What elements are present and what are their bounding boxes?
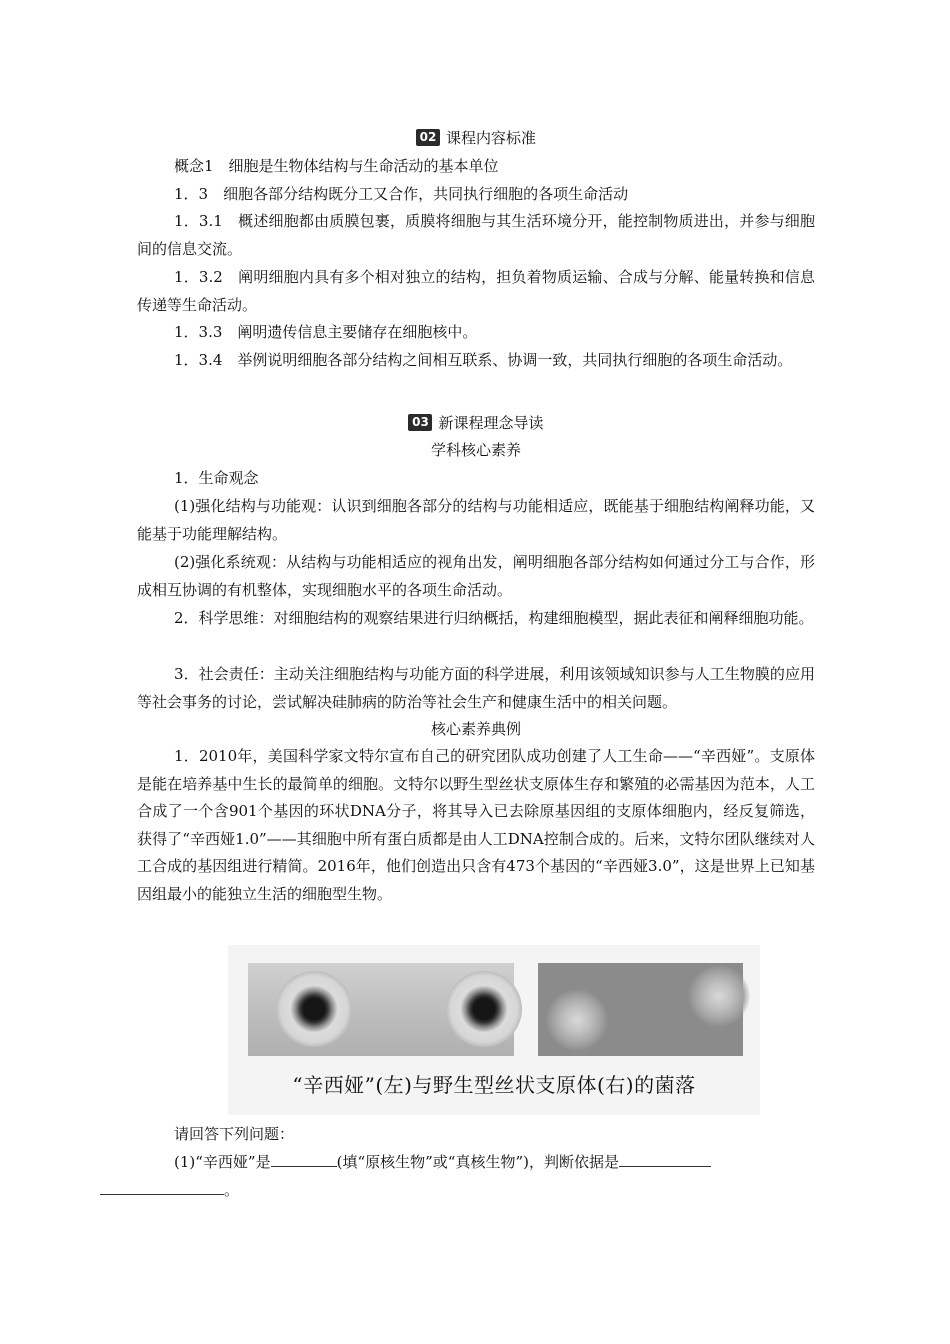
example-heading: 核心素养典例 — [430, 720, 521, 738]
standard-1-3: 1．3 细胞各部分结构既分工又合作，共同执行细胞的各项生命活动 — [174, 185, 629, 203]
concept-line: 概念1 细胞是生物体结构与生命活动的基本单位 — [174, 157, 499, 175]
question-1-end: 。 — [224, 1180, 240, 1199]
answer-blank-reason-continued[interactable] — [100, 1178, 224, 1195]
section-subtitle: 学科核心素养 — [430, 441, 521, 459]
section-number-badge: 02 — [416, 129, 440, 146]
answer-blank-type[interactable] — [271, 1150, 337, 1167]
standard-1-3-3: 1．3.3 阐明遗传信息主要储存在细胞核中。 — [174, 323, 478, 341]
literacy-item-1-title: 1．生命观念 — [174, 469, 259, 487]
section-title: 新课程理念导读 — [438, 413, 544, 432]
question-1 — [137, 1149, 815, 1204]
wild-type-colony — [688, 965, 750, 1027]
wild-type-colony-plate — [538, 963, 743, 1056]
answer-blank-reason[interactable] — [619, 1150, 711, 1167]
literacy-item-1a: (1)强化结构与功能观：认识到细胞各部分的结构与功能相适应，既能基于细胞结构阐释功能，又能基于功能理解结构。 — [137, 497, 815, 543]
literacy-item-1b: (2)强化系统观：从结构与功能相适应的视角出发，阐明细胞各部分结构如何通过分工与合作，形成相互协调的有机整体，实现细胞水平的各项生命活动。 — [137, 553, 815, 599]
standard-1-3-4: 1．3.4 举例说明细胞各部分结构之间相互联系、协调一致，共同执行细胞的各项生命活动。 — [174, 351, 793, 369]
question-1-text-b: (填“原核生物”或“真核生物”)，判断依据是 — [336, 1153, 619, 1171]
synthia-colony — [446, 971, 522, 1047]
figure-caption: “辛西娅”(左)与野生型丝状支原体(右)的菌落 — [292, 1073, 696, 1097]
section-title: 课程内容标准 — [445, 128, 536, 147]
section-03-heading — [137, 411, 815, 433]
example-text: 1．2010年，美国科学家文特尔宣布自己的研究团队成功创建了人工生命——“辛西娅”。支原体是能在培养基中生长的最简单的细胞。文特尔以野生型丝状支原体生存和繁殖的必需基因为范本，人工合成了一个含901个基因的环状DNA分子，将其导入已去除原基因组的支原体细胞内，经反复筛选，获得了“辛西娅1.0”——其细胞中所有蛋白质都是由人工DNA控制合成的。后来，文特尔团队继续对人工合成的基因组进行精简。2016年，他们创造出只含有473个基因的“辛西娅3.0”，这是世界上已知基因组最小的能独立生活的细胞型生物。 — [137, 747, 815, 903]
question-1-text-a: (1)“辛西娅”是 — [174, 1153, 271, 1171]
synthia-colony-plate — [248, 963, 514, 1056]
wild-type-colony — [546, 989, 608, 1051]
section-02-heading — [137, 126, 815, 148]
standard-1-3-2: 1．3.2 阐明细胞内具有多个相对独立的结构，担负着物质运输、合成与分解、能量转换和信息传递等生命活动。 — [137, 268, 815, 314]
section-number-badge: 03 — [408, 414, 432, 431]
literacy-item-2: 2．科学思维：对细胞结构的观察结果进行归纳概括，构建细胞模型，据此表征和阐释细胞功能。 — [174, 609, 814, 627]
literacy-item-3: 3．社会责任：主动关注细胞结构与功能方面的科学进展，利用该领域知识参与人工生物膜的应用等社会事务的讨论，尝试解决硅肺病的防治等社会生产和健康生活中的相关问题。 — [137, 665, 815, 711]
colony-figure — [228, 945, 760, 1115]
standard-1-3-1: 1．3.1 概述细胞都由质膜包裹，质膜将细胞与其生活环境分开，能控制物质进出，并参与细胞间的信息交流。 — [137, 212, 815, 258]
synthia-colony — [276, 971, 352, 1047]
question-prompt: 请回答下列问题： — [174, 1125, 295, 1143]
